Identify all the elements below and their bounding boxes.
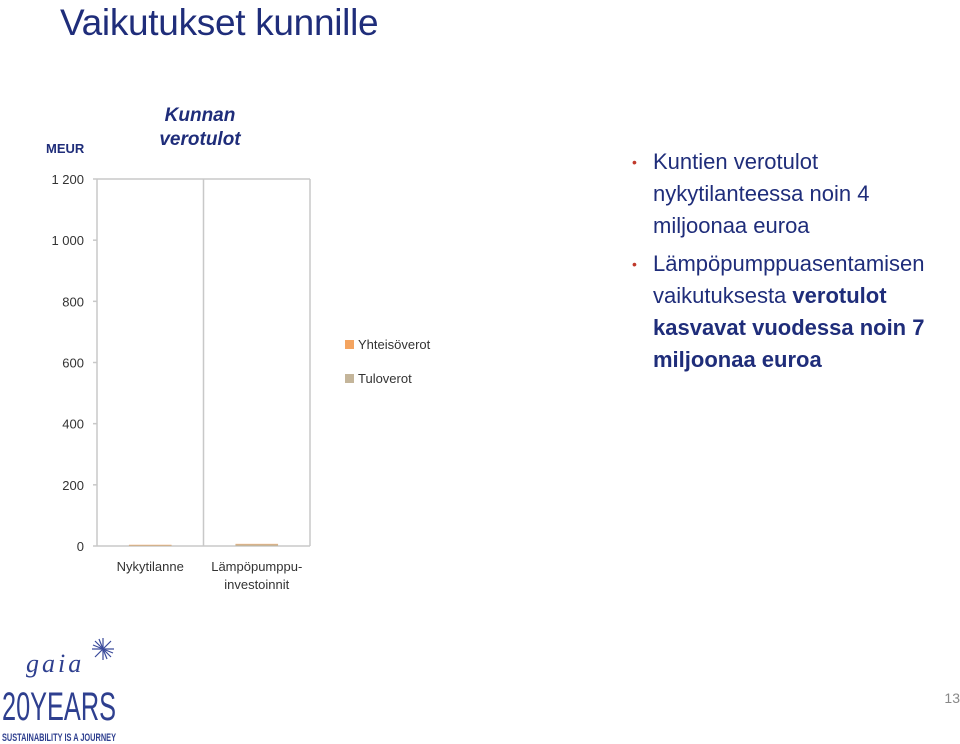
bullet-bold-text: verotulot kasvavat vuodessa noin 7 miljoonaa euroa <box>653 283 925 372</box>
bullet-text: Lämpöpumppuasentamisen vaikutuksesta <box>653 251 925 308</box>
legend-swatch-yhteisoverot <box>345 340 354 349</box>
chart-title-line-1: Kunnan <box>164 105 236 126</box>
y-tick-label: 0 <box>76 539 84 554</box>
legend-item-yhteisoverot <box>345 335 430 353</box>
bullet-item <box>632 248 957 376</box>
chart-title-line-2: verotulot <box>159 129 241 150</box>
page-number: 13 <box>944 690 960 706</box>
slide-title: Vaikutukset kunnille <box>60 2 379 43</box>
legend-label-yhteisoverot: Yhteisöverot <box>358 336 431 352</box>
logo-word: gaia <box>26 649 85 678</box>
x-tick-label: investoinnit <box>224 577 290 592</box>
y-tick-label: 200 <box>62 477 84 493</box>
y-tick-label: 1 000 <box>51 233 84 249</box>
bar-yhteisöverot <box>129 545 172 546</box>
x-tick-label: Nykytilanne <box>116 559 184 574</box>
bullet-text: Kuntien verotulot nykytilanteessa noin 4 miljoonaa euroa <box>653 149 870 238</box>
legend-item-tuloverot <box>345 369 430 387</box>
sun-icon <box>92 638 114 660</box>
y-tick-label: 400 <box>62 416 84 432</box>
chart-legend <box>345 335 430 403</box>
bullet-item <box>632 146 957 242</box>
y-tick-label: 800 <box>62 294 84 310</box>
logo-years: 20YEARS <box>2 685 117 729</box>
y-tick-label: 600 <box>62 355 84 371</box>
y-axis-unit: MEUR <box>46 141 85 156</box>
bullet-list <box>632 146 957 382</box>
legend-label-tuloverot: Tuloverot <box>358 370 412 386</box>
bar-tuloverot <box>235 544 278 546</box>
legend-swatch-tuloverot <box>345 374 354 383</box>
x-tick-label: Lämpöpumppu- <box>211 559 303 574</box>
bar-yhteisöverot <box>235 544 278 545</box>
gaia-20-years-logo <box>0 630 130 744</box>
logo-tagline: SUSTAINABILITY IS A JOURNEY <box>2 732 117 744</box>
y-tick-label: 1 200 <box>51 172 84 187</box>
